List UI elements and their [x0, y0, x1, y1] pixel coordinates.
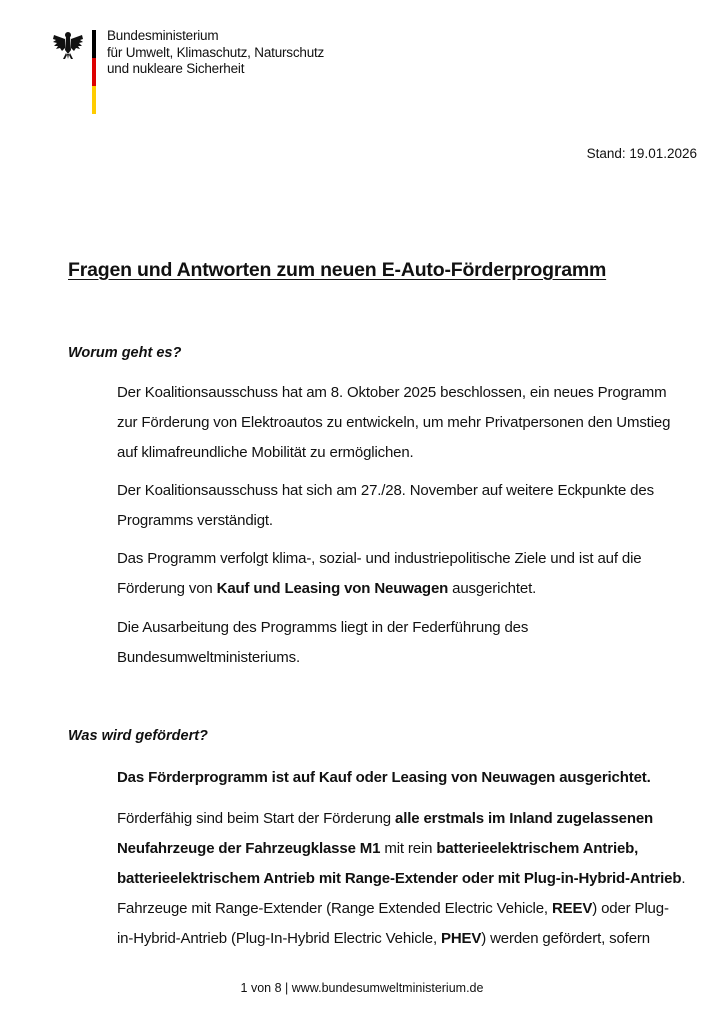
page-footer: 1 von 8 | www.bundesumweltministerium.de [240, 981, 484, 995]
paragraph [117, 476, 707, 536]
text-line: zur Förderung von Elektroautos zu entwickeln, um mehr Privatpersonen den Umstieg [117, 414, 671, 431]
bold-text: Kauf und Leasing von Neuwagen [216, 580, 449, 597]
lead-paragraph: Das Förderprogramm ist auf Kauf oder Leasing von Neuwagen ausgerichtet. [117, 769, 651, 786]
paragraph [117, 804, 707, 954]
german-flag-bar [92, 30, 96, 114]
paragraph [117, 378, 707, 468]
bold-text: Neufahrzeuge der Fahrzeugklasse M1 [117, 840, 381, 857]
text-run: ausgerichtet. [448, 580, 537, 597]
text-run: . [681, 870, 686, 887]
section-heading: Was wird gefördert? [68, 728, 208, 744]
text-run: Fahrzeuge mit Range-Extender (Range Extended Electric Vehicle, [117, 900, 552, 917]
bold-text: alle erstmals im Inland zugelassenen [395, 810, 654, 827]
text-run: Förderung von [117, 580, 217, 597]
document-date: Stand: 19.01.2026 [586, 146, 697, 161]
ministry-name-line: Bundesministerium [107, 28, 219, 43]
text-line [117, 864, 707, 894]
federal-eagle-icon [52, 30, 84, 60]
text-line [117, 804, 707, 834]
bold-text: PHEV [440, 930, 482, 947]
text-run: Förderfähig sind beim Start der Förderung [117, 810, 396, 827]
text-line [117, 924, 707, 954]
text-line [117, 834, 707, 864]
text-line [117, 894, 707, 924]
ministry-name [107, 28, 324, 78]
text-run: mit rein [380, 840, 437, 857]
bold-text: REEV [551, 900, 593, 917]
paragraph [117, 544, 707, 604]
bold-text: batterieelektrischem Antrieb, [436, 840, 639, 857]
paragraph [117, 613, 707, 673]
text-line: Das Programm verfolgt klima-, sozial- und industriepolitische Ziele und ist auf die [117, 550, 642, 567]
text-line: Bundesumweltministeriums. [117, 649, 300, 666]
text-run: ) werden gefördert, sofern [481, 930, 650, 947]
bold-text: batterieelektrischem Antrieb mit Range-Extender oder mit Plug-in-Hybrid-Antrieb [117, 870, 682, 887]
page-title: Fragen und Antworten zum neuen E-Auto-Förderprogramm [68, 259, 607, 281]
section-heading: Worum geht es? [68, 345, 182, 361]
ministry-name-line: für Umwelt, Klimaschutz, Naturschutz [107, 44, 325, 60]
text-line [117, 574, 707, 604]
text-line: Programms verständigt. [117, 512, 273, 529]
ministry-name-line: und nukleare Sicherheit [107, 61, 245, 76]
text-line: Der Koalitionsausschuss hat am 8. Oktober 2025 beschlossen, ein neues Programm [117, 384, 667, 401]
text-line: Die Ausarbeitung des Programms liegt in der Federführung des [117, 619, 529, 636]
text-run: in-Hybrid-Antrieb (Plug-In-Hybrid Electric Vehicle, [117, 930, 441, 947]
text-run: ) oder Plug- [592, 900, 669, 917]
text-line: Der Koalitionsausschuss hat sich am 27./28. November auf weitere Eckpunkte des [117, 482, 654, 499]
text-line: auf klimafreundliche Mobilität zu ermöglichen. [117, 444, 414, 461]
